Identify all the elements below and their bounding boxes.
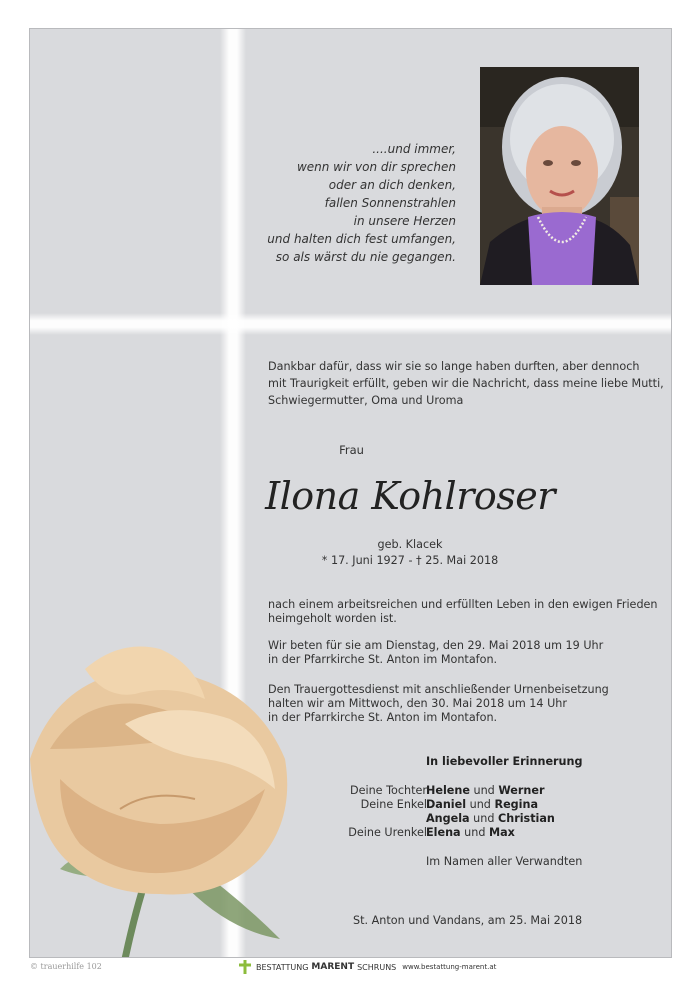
family-names — [426, 798, 538, 812]
prayer-line: in der Pfarrkirche St. Anton im Montafon. — [268, 653, 498, 666]
family-conjunction: und — [460, 826, 489, 839]
obituary-card — [29, 28, 672, 958]
prayer-line: Wir beten für sie am Dienstag, den 29. Mai 2018 um 19 Uhr — [268, 639, 604, 652]
family-name: Max — [489, 826, 515, 839]
salutation: Frau — [339, 443, 364, 457]
poem-line: fallen Sonnenstrahlen — [324, 196, 456, 210]
birth-name: geb. Klacek — [377, 538, 443, 551]
poem-line: und halten dich fest umfangen, — [267, 232, 456, 246]
footer-prefix: BESTATTUNG — [256, 962, 309, 972]
life-details — [180, 537, 640, 569]
life-dates: * 17. Juni 1927 - † 25. Mai 2018 — [321, 554, 499, 567]
poem-line: so als wärst du nie gegangen. — [275, 250, 456, 264]
place-date: St. Anton und Vandans, am 25. Mai 2018 — [353, 914, 583, 927]
family-conjunction: und — [466, 798, 495, 811]
family-label: Deine Tochter — [349, 784, 427, 797]
intro-line: Schwiegermutter, Oma und Uroma — [268, 394, 464, 407]
family-name: Helene — [426, 784, 470, 797]
poem — [196, 140, 456, 266]
footer-brand — [238, 959, 496, 975]
family-name: Werner — [498, 784, 545, 797]
footer-brand-name: MARENT — [311, 962, 355, 972]
poem-line: in unsere Herzen — [353, 214, 456, 228]
intro-line: mit Traurigkeit erfüllt, geben wir die Nachricht, dass meine liebe Mutti, — [268, 377, 664, 390]
portrait-photo — [480, 67, 639, 285]
rose-illustration — [30, 639, 320, 958]
family-name: Christian — [498, 812, 555, 825]
family-label: Deine Enkel — [360, 798, 427, 811]
family-names — [426, 826, 515, 840]
service-line: halten wir am Mittwoch, den 30. Mai 2018 um 14 Uhr — [268, 697, 567, 710]
cross-logo-icon — [238, 960, 252, 974]
poem-line: ....und immer, — [372, 142, 456, 156]
footer-town: SCHRUNS — [357, 962, 397, 972]
intro-text — [268, 358, 663, 409]
intro-line: Dankbar dafür, dass wir sie so lange haben durften, aber dennoch — [268, 360, 640, 373]
relatives-note: Im Namen aller Verwandten — [426, 855, 583, 868]
passing-text — [268, 598, 663, 626]
copyright-notice: © trauerhilfe 102 — [30, 962, 102, 971]
family-names — [426, 812, 555, 826]
service-line: in der Pfarrkirche St. Anton im Montafon. — [268, 711, 498, 724]
family-conjunction: und — [469, 812, 499, 825]
family-name: Elena — [426, 826, 461, 839]
poem-line: wenn wir von dir sprechen — [296, 160, 456, 174]
family-names — [426, 784, 544, 798]
prayer-text — [268, 639, 663, 667]
family-name: Angela — [426, 812, 470, 825]
passing-line: nach einem arbeitsreichen und erfüllten Leben in den ewigen Frieden — [268, 598, 658, 611]
cross-horizontal-beam — [30, 313, 671, 335]
family-name: Daniel — [426, 798, 467, 811]
footer-url[interactable]: www.bestattung-marent.at — [402, 963, 497, 971]
passing-line: heimgeholt worden ist. — [268, 612, 397, 625]
poem-line: oder an dich denken, — [328, 178, 456, 192]
family-conjunction: und — [469, 784, 499, 797]
family-name: Regina — [494, 798, 539, 811]
service-line: Den Trauergottesdienst mit anschließender Urnenbeisetzung — [268, 683, 609, 696]
deceased-name: Ilona Kohlroser — [265, 474, 555, 518]
family-label: Deine Urenkel — [348, 826, 427, 839]
service-text — [268, 683, 663, 725]
memory-heading: In liebevoller Erinnerung — [426, 755, 583, 768]
